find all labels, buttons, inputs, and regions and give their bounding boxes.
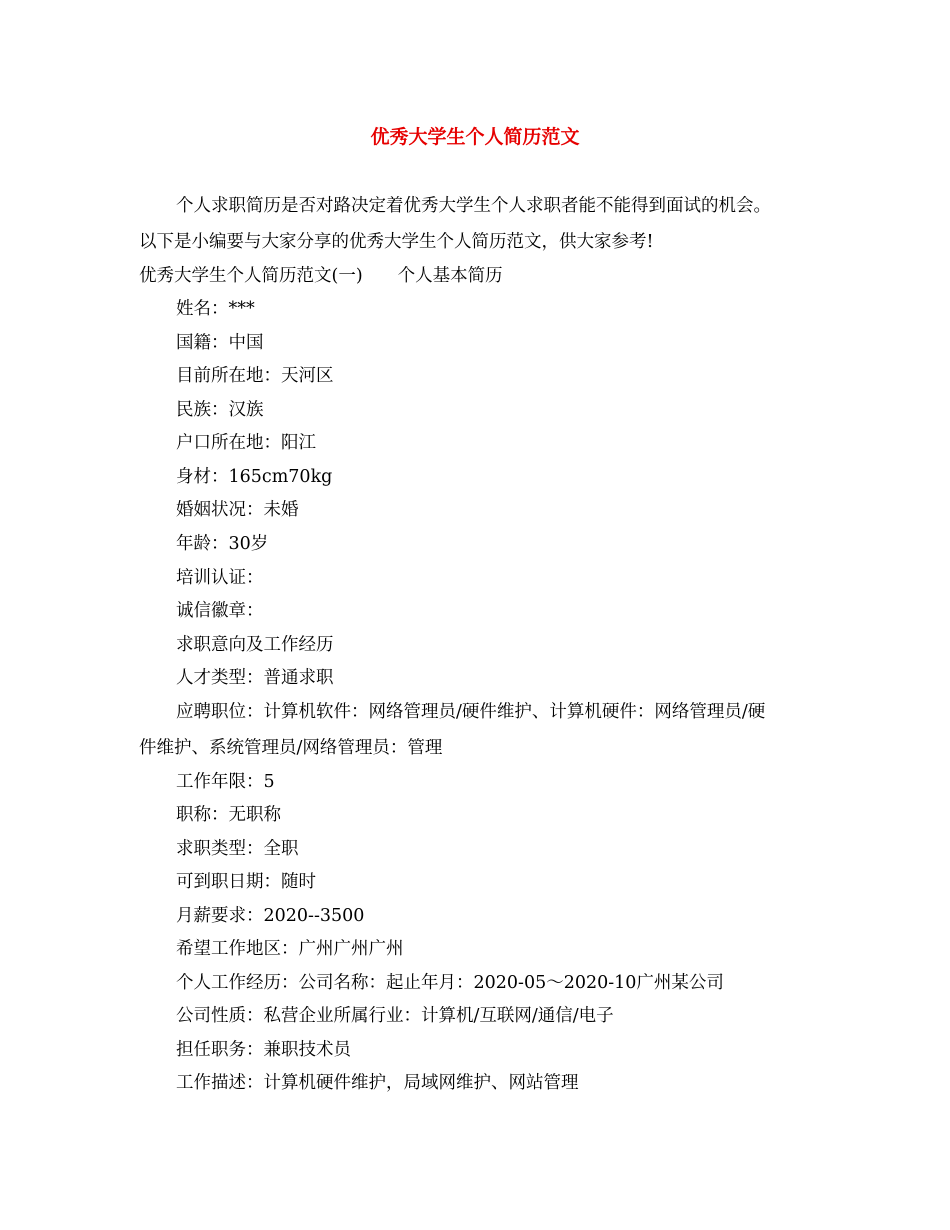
field-job-title: 职称：无职称 — [176, 805, 281, 825]
field-nationality: 国籍：中国 — [176, 333, 264, 353]
field-region: 希望工作地区：广州广州广州 — [176, 939, 404, 959]
field-start-date: 可到职日期：随时 — [176, 872, 316, 892]
field-build: 身材：165cm70kg — [176, 467, 333, 487]
field-position-line-1: 应聘职位：计算机软件：网络管理员/硬件维护、计算机硬件：网络管理员/硬 — [176, 702, 766, 722]
field-training: 培训认证： — [176, 568, 264, 588]
field-experience: 个人工作经历：公司名称：起止年月：2020-05～2020-10广州某公司 — [176, 973, 724, 993]
section-heading: 优秀大学生个人简历范文(一) 个人基本简历 — [139, 266, 503, 286]
intro-line-1: 个人求职简历是否对路决定着优秀大学生个人求职者能不能得到面试的机会。 — [176, 196, 771, 216]
field-location: 目前所在地：天河区 — [176, 366, 334, 386]
field-company-nature: 公司性质：私营企业所属行业：计算机/互联网/通信/电子 — [176, 1006, 614, 1026]
page-title: 优秀大学生个人简历范文 — [370, 126, 580, 148]
intent-heading: 求职意向及工作经历 — [176, 635, 334, 655]
field-name: 姓名：*** — [176, 299, 255, 319]
field-marital: 婚姻状况：未婚 — [176, 500, 299, 520]
field-hukou: 户口所在地：阳江 — [176, 433, 316, 453]
field-age: 年龄：30岁 — [176, 534, 269, 554]
field-description: 工作描述：计算机硬件维护，局域网维护、网站管理 — [176, 1073, 579, 1093]
intro-line-2: 以下是小编要与大家分享的优秀大学生个人简历范文，供大家参考! — [139, 232, 654, 252]
field-honesty: 诚信徽章： — [176, 601, 264, 621]
field-job-type: 求职类型：全职 — [176, 839, 299, 859]
field-position-line-2: 件维护、系统管理员/网络管理员：管理 — [139, 738, 443, 758]
field-years: 工作年限：5 — [176, 772, 275, 792]
field-talent-type: 人才类型：普通求职 — [176, 668, 334, 688]
field-duty: 担任职务：兼职技术员 — [176, 1040, 351, 1060]
field-ethnicity: 民族：汉族 — [176, 400, 264, 420]
field-salary: 月薪要求：2020--3500 — [176, 906, 365, 926]
